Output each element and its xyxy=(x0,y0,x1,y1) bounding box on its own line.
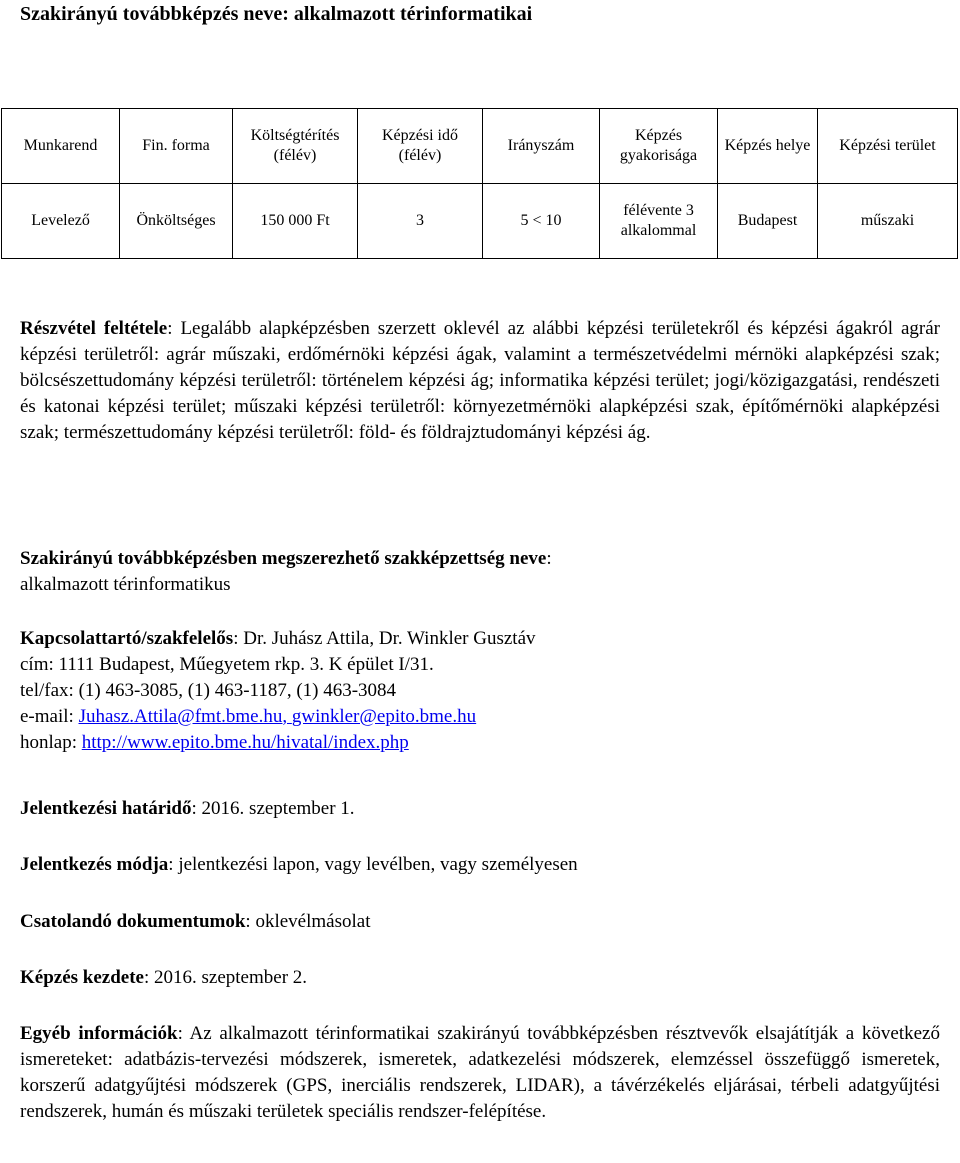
table-cell: műszaki xyxy=(818,184,958,259)
table-cell: 3 xyxy=(358,184,483,259)
participation-label: Részvétel feltétele xyxy=(20,318,168,339)
documents-label: Csatolandó dokumentumok xyxy=(20,911,246,932)
homepage-link[interactable]: http://www.epito.bme.hu/hivatal/index.php xyxy=(81,732,409,753)
qualification-value: alkalmazott térinformatikus xyxy=(20,574,231,595)
phone-value: (1) 463-3085, (1) 463-1187, (1) 463-3084 xyxy=(78,680,397,701)
header-cell: Képzési idő (félév) xyxy=(358,109,483,184)
table-cell: Levelező xyxy=(2,184,120,259)
start-value: 2016. szeptember 2. xyxy=(154,967,308,988)
header-cell: Fin. forma xyxy=(120,109,233,184)
other-info-label: Egyéb információk xyxy=(20,1023,178,1044)
deadline-label: Jelentkezési határidő xyxy=(20,798,192,819)
header-cell: Irányszám xyxy=(483,109,600,184)
table-cell: 150 000 Ft xyxy=(233,184,358,259)
method-label: Jelentkezés módja xyxy=(20,854,169,875)
table-header-row xyxy=(2,109,958,184)
start-section: Képzés kezdete: 2016. szeptember 2. xyxy=(20,967,308,988)
participation-section: Részvétel feltétele: Legalább alapképzésben szerzett oklevél az alábbi képzési területekről és képzési ágakról agrár képzési területről: agrár műszaki, erdőmérnöki képzési ágak, valamint a természetvédelmi mérnöki alapképzési szak; bölcsészettudomány képzési területről: történelem képzési ág; informatika képzési terület; jogi/közigazgatási, rendészeti és katonai képzési terület; műszaki képzési területről: környezetmérnöki alapképzési szak, építőmérnöki alapképzési szak; természettudomány képzési területről: föld- és földrajztudományi képzési ág. xyxy=(20,318,941,443)
deadline-section: Jelentkezési határidő: 2016. szeptember 1. xyxy=(20,798,355,819)
web-label: honlap xyxy=(20,732,72,753)
table-cell: félévente 3 alkalommal xyxy=(600,184,718,259)
table-cell: Önköltséges xyxy=(120,184,233,259)
course-info-table xyxy=(1,108,958,259)
contact-names: Dr. Juhász Attila, Dr. Winkler Gusztáv xyxy=(243,628,536,649)
address-label: cím xyxy=(20,654,49,675)
qualification-section: Szakirányú továbbképzésben megszerezhető szakképzettség neve: alkalmazott térinformatikus xyxy=(20,546,940,598)
header-cell: Munkarend xyxy=(2,109,120,184)
header-cell: Képzési terület xyxy=(818,109,958,184)
table-cell: Budapest xyxy=(718,184,818,259)
qualification-label: Szakirányú továbbképzésben megszerezhető szakképzettség neve xyxy=(20,548,547,569)
page-title: Szakirányú továbbképzés neve: alkalmazott térinformatikai xyxy=(20,3,533,25)
start-label: Képzés kezdete xyxy=(20,967,144,988)
email-link-juhasz[interactable]: Juhasz.Attila@fmt.bme.hu xyxy=(78,706,283,727)
phone-label: tel/fax xyxy=(20,680,69,701)
header-cell: Képzés gyakorisága xyxy=(600,109,718,184)
documents-section: Csatolandó dokumentumok: oklevélmásolat xyxy=(20,911,371,932)
other-info-text: Az alkalmazott térinformatikai szakirányú továbbképzésben résztvevők elsajátítják a következő ismereteket: adatbázis-tervezési módszerek, ismeretek, adatkezelési módszerek, elemzéssel összefüggő ismeretek, korszerű adatgyűjtési módszerek (GPS, inerciális rendszerek, LIDAR), a távérzékelés eljárásai, térbeli adatgyűjtési rendszerek, humán és műszaki területek speciális rendszer-felépítése. xyxy=(20,1023,940,1122)
header-cell: Költségtérítés (félév) xyxy=(233,109,358,184)
documents-value: oklevélmásolat xyxy=(255,911,371,932)
table-cell: 5 < 10 xyxy=(483,184,600,259)
other-info-section: Egyéb információk: Az alkalmazott térinformatikai szakirányú továbbképzésben résztvevők elsajátítják a következő ismereteket: adatbázis-tervezési módszerek, ismeretek, adatkezelési módszerek, elemzéssel összefüggő ismeretek, korszerű adatgyűjtési módszerek (GPS, inerciális rendszerek, LIDAR), a távérzékelés eljárásai, térbeli adatgyűjtési rendszerek, humán és műszaki területek speciális rendszer-felépítése. xyxy=(20,1023,940,1122)
contact-section: Kapcsolattartó/szakfelelős: Dr. Juhász Attila, Dr. Winkler Gusztáv cím: 1111 Budapest, Műegyetem rkp. 3. K épület I/31. tel/fax: (1) 463-3085, (1) 463-1187, (1) 463-3084 e-mail: Juhasz.Attila@fmt.bme.hu, gwinkler@epito.bme.hu honlap: http://www.epito.bme.hu/hivatal/index.php xyxy=(20,628,536,753)
address-value: 1111 Budapest, Műegyetem rkp. 3. K épület I/31. xyxy=(58,654,434,675)
participation-text: Legalább alapképzésben szerzett oklevél az alábbi képzési területekről és képzési ágakról agrár képzési területről: agrár műszaki, erdőmérnöki képzési ágak, valamint a természetvédelmi mérnöki alapképzési szak; bölcsészettudomány képzési területről: történelem képzési ág; informatika képzési terület; jogi/közigazgatási, rendészeti és katonai képzési terület; műszaki képzési területről: környezetmérnöki alapképzési szak, építőmérnöki alapképzési szak; természettudomány képzési területről: föld- és földrajztudományi képzési ág. xyxy=(20,318,941,443)
table-row xyxy=(2,184,958,259)
contact-label: Kapcsolattartó/szakfelelős xyxy=(20,628,234,649)
method-section: Jelentkezés módja: jelentkezési lapon, vagy levélben, vagy személyesen xyxy=(20,854,578,875)
email-label: e-mail xyxy=(20,706,69,727)
email-link-winkler[interactable]: gwinkler@epito.bme.hu xyxy=(291,706,477,727)
header-cell: Képzés helye xyxy=(718,109,818,184)
deadline-value: 2016. szeptember 1. xyxy=(201,798,355,819)
method-value: jelentkezési lapon, vagy levélben, vagy személyesen xyxy=(178,854,578,875)
